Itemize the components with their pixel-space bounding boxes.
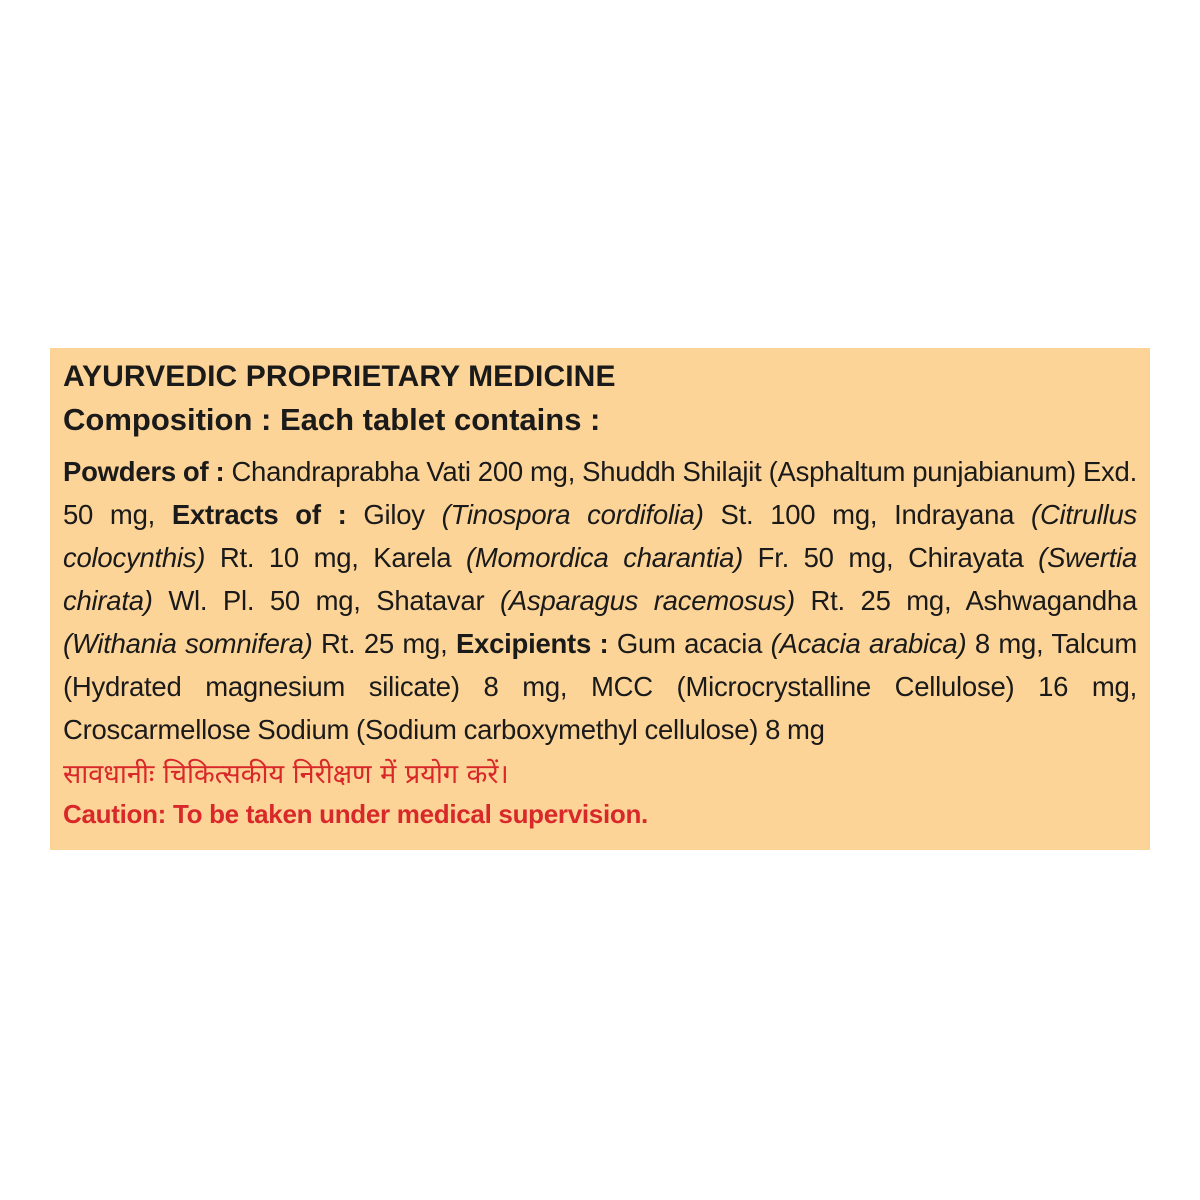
caution-hindi-text: सावधानीः चिकित्सकीय निरीक्षण में प्रयोग करें। [63,759,509,790]
medicine-type-heading: AYURVEDIC PROPRIETARY MEDICINE [63,360,616,393]
ingredient-text: Giloy [346,499,442,530]
botanical-name: (Tinospora cordifolia) [441,499,704,530]
ingredient-text: Chandraprabha Vati 200 mg, Shuddh Shilajit (Asphaltum punjabianum) Exd. 50 mg, [63,456,1137,530]
composition-label-panel [50,348,1150,850]
botanical-name: (Citrullus colocynthis) [63,499,1138,573]
composition-heading: Composition : Each tablet contains : [63,402,601,437]
ingredient-text: Wl. Pl. 50 mg, Shatavar [152,585,500,616]
ingredient-section-label: Powders of : [63,456,225,487]
botanical-name: (Withania somnifera) [63,628,313,659]
ingredient-text: Fr. 50 mg, Chirayata [743,542,1039,573]
ingredient-text: 8 mg, Talcum (Hydrated magnesium silicate) 8 mg, MCC (Microcrystalline Cellulose) 16 mg, Croscarmellose Sodium (Sodium carboxymethyl cellulose) 8 mg [63,628,1137,745]
ingredient-text: Rt. 10 mg, Karela [205,542,466,573]
botanical-name: (Acacia arabica) [770,628,967,659]
ingredient-text: Gum acacia [608,628,771,659]
botanical-name: (Momordica charantia) [465,542,744,573]
ingredient-section-label: Excipients : [455,628,609,659]
ingredient-text: St. 100 mg, Indrayana [703,499,1032,530]
ingredient-text: Rt. 25 mg, Ashwagandha [794,585,1138,616]
ingredient-section-label: Extracts of : [171,499,347,530]
ingredients-list [63,450,1137,751]
caution-english-text: Caution: To be taken under medical supervision. [63,799,648,829]
botanical-name: (Asparagus racemosus) [500,585,795,616]
ingredient-text: Rt. 25 mg, [312,628,456,659]
botanical-name: (Swertia chirata) [63,542,1138,616]
